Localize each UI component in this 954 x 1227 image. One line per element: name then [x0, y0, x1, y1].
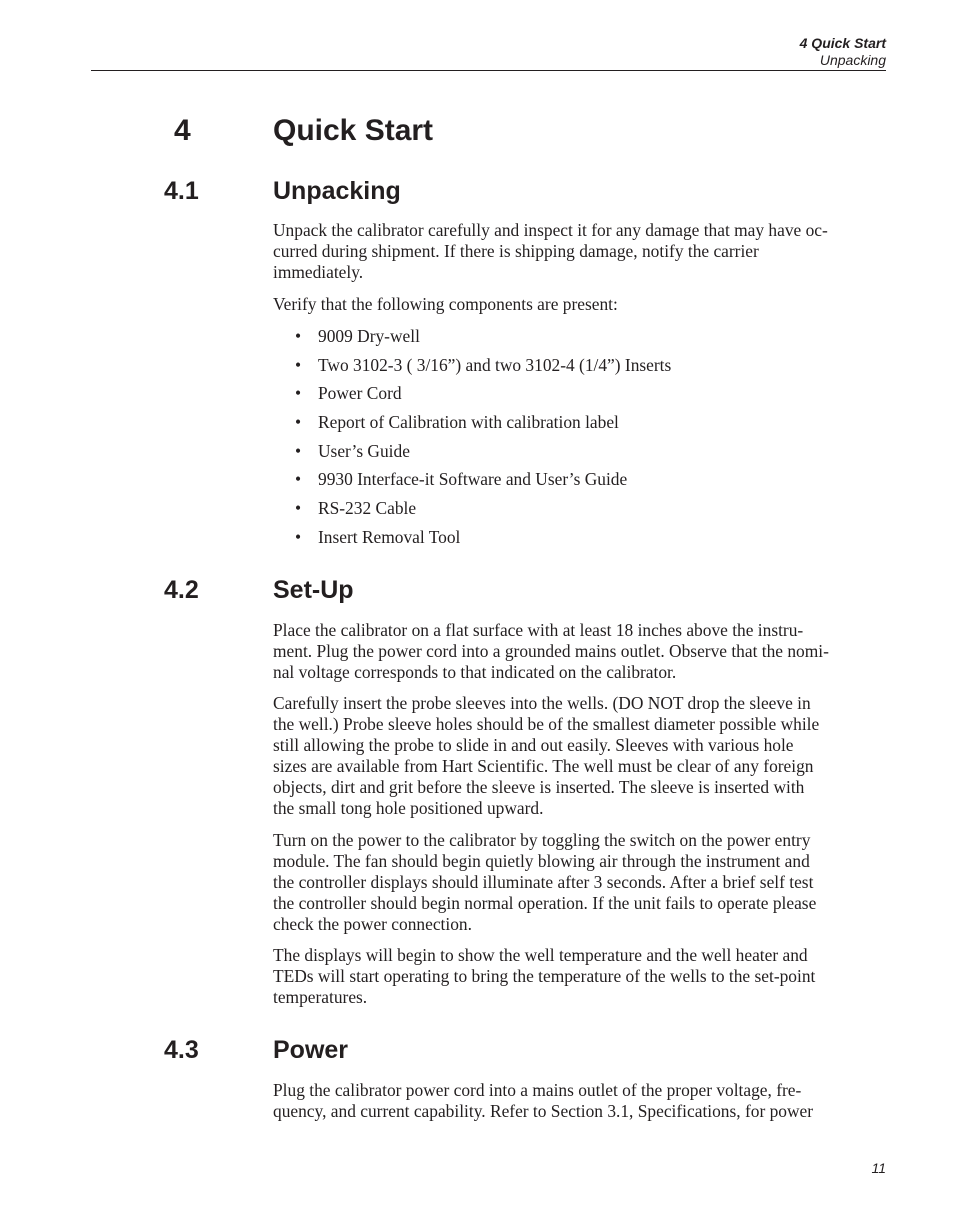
- chapter-number: 4: [174, 114, 191, 147]
- text-line: objects, dirt and grit before the sleeve is inserted. The sleeve is inserted with: [273, 777, 805, 797]
- section-title: Unpacking: [273, 177, 401, 205]
- text-line: Unpack the calibrator carefully and inspect it for any damage that may have oc-: [273, 220, 828, 240]
- text-line: immediately.: [273, 262, 364, 282]
- unpacking-paragraph-2: [273, 294, 887, 315]
- running-header-chapter: 4 Quick Start: [799, 35, 886, 51]
- bullet-icon: •: [295, 469, 302, 490]
- text-line: the well.) Probe sleeve holes should be of the smallest diameter possible while: [273, 714, 820, 734]
- text-line: curred during shipment. If there is shipping damage, notify the carrier: [273, 241, 759, 261]
- bullet-icon: •: [295, 383, 302, 404]
- chapter-title: Quick Start: [273, 114, 434, 147]
- setup-paragraph-4: [273, 945, 887, 1008]
- list-item-text: Insert Removal Tool: [318, 526, 461, 547]
- text-line: the controller displays should illuminate after 3 seconds. After a brief self test: [273, 872, 814, 892]
- section-title: Power: [273, 1036, 349, 1064]
- text-line: quency, and current capability. Refer to Section 3.1, Specifications, for power: [273, 1101, 814, 1121]
- section-number: 4.2: [164, 576, 199, 604]
- list-item: [273, 498, 887, 527]
- text-line: The displays will begin to show the well temperature and the well heater and: [273, 945, 808, 965]
- components-list: [273, 326, 887, 556]
- text-line: module. The fan should begin quietly blowing air through the instrument and: [273, 851, 810, 871]
- text-line: Verify that the following components are present:: [273, 294, 618, 314]
- list-item-text: Two 3102-3 ( 3/16”) and two 3102-4 (1/4”) Inserts: [318, 354, 672, 375]
- setup-paragraph-2: [273, 693, 887, 819]
- bullet-icon: •: [295, 354, 302, 375]
- page-number: 11: [871, 1160, 886, 1176]
- text-line: check the power connection.: [273, 914, 472, 934]
- bullet-icon: •: [295, 498, 302, 519]
- list-item-text: 9930 Interface-it Software and User’s Guide: [318, 469, 628, 490]
- text-line: Carefully insert the probe sleeves into the wells. (DO NOT drop the sleeve in: [273, 693, 811, 713]
- header-rule: [91, 70, 886, 71]
- power-paragraph-1: [273, 1080, 887, 1122]
- list-item-text: RS-232 Cable: [318, 498, 417, 519]
- setup-paragraph-1: [273, 620, 887, 683]
- list-item: [273, 355, 887, 384]
- list-item: [273, 383, 887, 412]
- text-line: the controller should begin normal operation. If the unit fails to operate please: [273, 893, 817, 913]
- list-item-text: User’s Guide: [318, 440, 410, 461]
- text-line: Plug the calibrator power cord into a mains outlet of the proper voltage, fre-: [273, 1080, 802, 1100]
- unpacking-paragraph-1: [273, 220, 887, 283]
- text-line: still allowing the probe to slide in and out easily. Sleeves with various hole: [273, 735, 794, 755]
- text-line: sizes are available from Hart Scientific. The well must be clear of any foreign: [273, 756, 814, 776]
- text-line: TEDs will start operating to bring the temperature of the wells to the set-point: [273, 966, 816, 986]
- section-number: 4.3: [164, 1036, 199, 1064]
- list-item-text: Power Cord: [318, 383, 402, 404]
- list-item: [273, 469, 887, 498]
- text-line: Place the calibrator on a flat surface with at least 18 inches above the instru-: [273, 620, 804, 640]
- section-title: Set-Up: [273, 576, 354, 604]
- list-item-text: Report of Calibration with calibration label: [318, 412, 619, 433]
- text-line: nal voltage corresponds to that indicated on the calibrator.: [273, 662, 677, 682]
- bullet-icon: •: [295, 440, 302, 461]
- section-number: 4.1: [164, 177, 199, 205]
- text-line: Turn on the power to the calibrator by toggling the switch on the power entry: [273, 830, 811, 850]
- setup-paragraph-3: [273, 830, 887, 935]
- list-item-text: 9009 Dry-well: [318, 326, 420, 346]
- running-header-section: Unpacking: [819, 52, 886, 68]
- text-line: ment. Plug the power cord into a grounded mains outlet. Observe that the nomi-: [273, 641, 829, 661]
- list-item: [273, 412, 887, 441]
- list-item: [273, 441, 887, 470]
- bullet-icon: •: [295, 326, 302, 346]
- text-line: temperatures.: [273, 987, 368, 1007]
- list-item: [273, 527, 887, 556]
- text-line: the small tong hole positioned upward.: [273, 798, 544, 818]
- bullet-icon: •: [295, 412, 302, 433]
- running-header: [800, 35, 886, 69]
- bullet-icon: •: [295, 526, 302, 547]
- list-item: [273, 326, 887, 355]
